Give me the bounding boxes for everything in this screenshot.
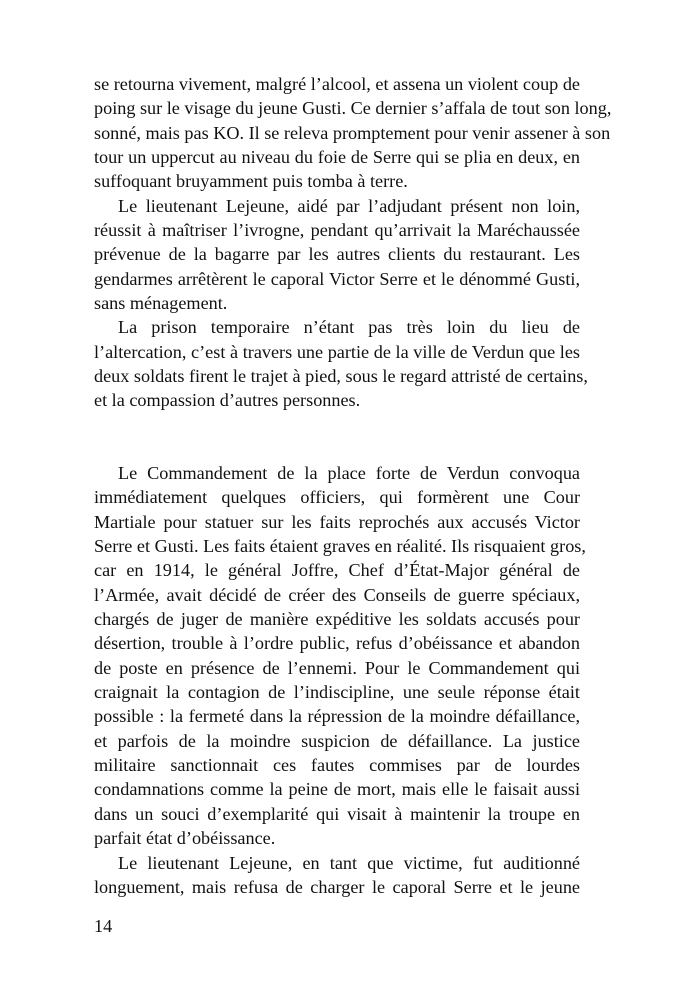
text-line: désertion, trouble à l’ordre public, refus d’obéissance et abandon [94, 633, 580, 654]
text-line: parfait état d’obéissance. [94, 828, 276, 849]
text-line: immédiatement quelques officiers, qui formèrent une Cour [94, 487, 580, 508]
text-line: se retourna vivement, malgré l’alcool, et assena un violent coup de [94, 74, 580, 94]
paragraph [94, 315, 588, 412]
text-line: sans ménagement. [94, 293, 228, 314]
text-line: gendarmes arrêtèrent le caporal Victor Serre et le dénommé Gusti, [94, 268, 580, 289]
text-block-bottom [94, 461, 586, 899]
text-block-top [94, 72, 612, 413]
text-line: prévenue de la bagarre par les autres clients du restaurant. Les [94, 244, 580, 265]
text-line: possible : la fermeté dans la répression de la moindre défaillance, [94, 706, 580, 727]
text-line: Le Commandement de la place forte de Verdun convoqua [118, 463, 580, 483]
text-line: poing sur le visage du jeune Gusti. Ce dernier s’affala de tout son long, [94, 98, 612, 119]
text-line: de poste en présence de l’ennemi. Pour le Commandement qui [94, 657, 580, 678]
text-line: Le lieutenant Lejeune, aidé par l’adjudant présent non loin, [118, 195, 580, 216]
text-line: La prison temporaire n’étant pas très loin du lieu de [118, 317, 580, 338]
text-line: chargés de juger de manière expéditive les soldats accusés pour [94, 609, 580, 630]
paragraph [94, 72, 612, 194]
text-line: tour un uppercut au niveau du foie de Serre qui se plia en deux, en [94, 147, 580, 168]
text-line: militaire sanctionnait ces fautes commises par de lourdes [94, 755, 580, 776]
text-line: Serre et Gusti. Les faits étaient graves en réalité. Ils risquaient gros, [94, 536, 586, 557]
text-line: réussit à maîtriser l’ivrogne, pendant qu’arrivait la Maréchaussée [94, 220, 580, 241]
text-line: suffoquant bruyamment puis tomba à terre. [94, 171, 408, 192]
text-line: car en 1914, le général Joffre, Chef d’État-Major général de [94, 560, 580, 581]
paragraph [94, 194, 580, 316]
text-line: Martiale pour statuer sur les faits reprochés aux accusés Victor [94, 511, 580, 532]
text-line: sonné, mais pas KO. Il se releva promptement pour venir assener à son [94, 122, 611, 143]
text-line: Le lieutenant Lejeune, en tant que victime, fut auditionné [118, 852, 580, 873]
page-number: 14 [94, 916, 113, 936]
text-line: l’altercation, c’est à travers une partie de la ville de Verdun que les [94, 341, 580, 362]
text-line: longuement, mais refusa de charger le caporal Serre et le jeune [94, 876, 580, 897]
text-line: et parfois de la moindre suspicion de défaillance. La justice [94, 730, 580, 751]
text-line: et la compassion d’autres personnes. [94, 390, 361, 411]
paragraph [94, 851, 580, 900]
text-line: l’Armée, avait décidé de créer des Conseils de guerre spéciaux, [94, 584, 580, 605]
paragraph [94, 461, 586, 851]
text-line: condamnations comme la peine de mort, mais elle le faisait aussi [94, 779, 580, 800]
text-line: craignait la contagion de l’indiscipline, une seule réponse était [94, 682, 580, 703]
text-line: dans un souci d’exemplarité qui visait à maintenir la troupe en [94, 803, 580, 824]
text-line: deux soldats firent le trajet à pied, sous le regard attristé de certains, [94, 366, 588, 387]
